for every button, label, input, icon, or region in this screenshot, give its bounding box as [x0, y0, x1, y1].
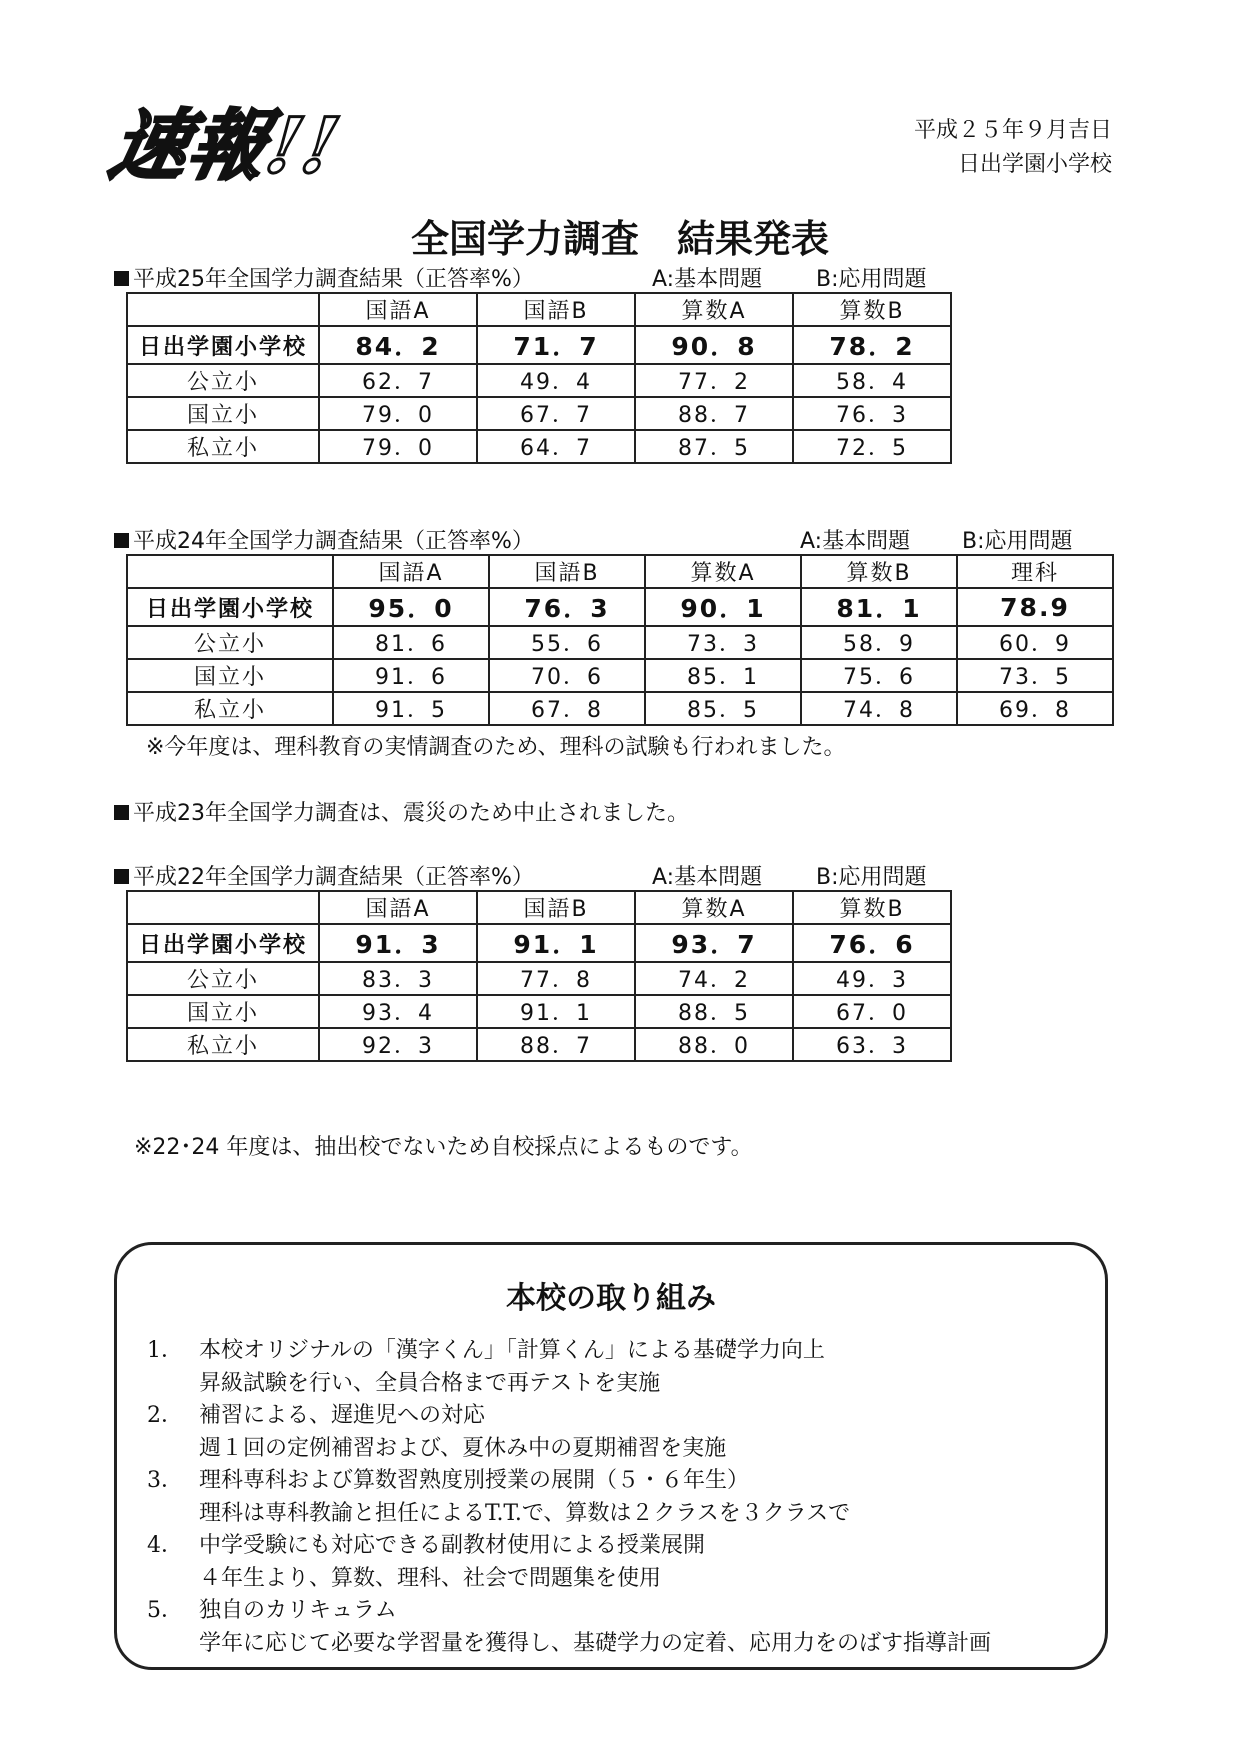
- cell-value: 77．2: [635, 364, 793, 397]
- table-header-row: [127, 555, 1113, 588]
- row-label: 公立小: [127, 626, 333, 659]
- square-bullet-icon: [114, 533, 129, 548]
- header-meta: [914, 114, 1112, 182]
- col-header: 国語B: [477, 293, 635, 326]
- table-row: [127, 995, 951, 1028]
- row-label: 日出学園小学校: [127, 924, 319, 962]
- table-row: [127, 659, 1113, 692]
- col-header: 国語B: [477, 891, 635, 924]
- table-row: [127, 692, 1113, 725]
- scoring-footnote: ※22･24 年度は、抽出校でないため自校採点によるものです。: [134, 1135, 753, 1160]
- cell-value: 49．4: [477, 364, 635, 397]
- col-header: 算数A: [645, 555, 801, 588]
- cell-value: 90．1: [645, 588, 801, 626]
- item-text: 中学受験にも対応できる副教材使用による授業展開: [199, 1533, 706, 1558]
- table-header-row: [127, 891, 951, 924]
- cell-value: 88．5: [635, 995, 793, 1028]
- section-h25-legend-b: B:応用問題: [816, 267, 927, 292]
- item-detail: 昇級試験を行い、全員合格まで再テストを実施: [199, 1370, 661, 1396]
- square-bullet-icon: [114, 271, 129, 286]
- page-title: 全国学力調査 結果発表: [410, 217, 829, 261]
- cell-value: 93．7: [635, 924, 793, 962]
- section-h22-heading: 平成22年全国学力調査結果（正答率%）: [114, 860, 534, 891]
- table-row: [127, 364, 951, 397]
- initiatives-title: 本校の取り組み: [506, 1281, 716, 1316]
- cell-value: 69．8: [957, 692, 1113, 725]
- cell-value: 74．8: [801, 692, 957, 725]
- cell-value: 49．3: [793, 962, 951, 995]
- cell-value: 73．5: [957, 659, 1113, 692]
- item-detail: 理科は専科教諭と担任によるT.T.で、算数は２クラスを３クラスで: [199, 1500, 851, 1526]
- col-header: 算数A: [635, 293, 793, 326]
- item-number: 2．: [147, 1403, 183, 1428]
- col-header: 算数B: [793, 891, 951, 924]
- col-header: 国語A: [319, 891, 477, 924]
- list-item: [147, 1595, 1095, 1660]
- initiatives-box: [114, 1242, 1108, 1670]
- table-row: [127, 924, 951, 962]
- cell-value: 70．6: [489, 659, 645, 692]
- col-header: 国語A: [319, 293, 477, 326]
- cell-value: 79．0: [319, 397, 477, 430]
- table-row: [127, 626, 1113, 659]
- square-bullet-icon: [114, 869, 129, 884]
- initiatives-list: [147, 1335, 1095, 1660]
- cell-value: 91．1: [477, 924, 635, 962]
- cell-value: 72．5: [793, 430, 951, 463]
- cell-value: 88．7: [635, 397, 793, 430]
- square-bullet-icon: [114, 805, 129, 820]
- section-h24-legend-b: B:応用問題: [962, 529, 1073, 554]
- cell-value: 67．7: [477, 397, 635, 430]
- cell-value: 84．2: [319, 326, 477, 364]
- row-label: 私立小: [127, 430, 319, 463]
- cell-value: 90．8: [635, 326, 793, 364]
- cell-value: 73．3: [645, 626, 801, 659]
- cell-value: 60．9: [957, 626, 1113, 659]
- row-label: 国立小: [127, 397, 319, 430]
- cell-value: 81．1: [801, 588, 957, 626]
- item-number: 4．: [147, 1533, 183, 1558]
- cell-value: 88．0: [635, 1028, 793, 1061]
- cell-value: 91．5: [333, 692, 489, 725]
- cell-value: 55．6: [489, 626, 645, 659]
- cell-value: 76．3: [793, 397, 951, 430]
- item-detail: 学年に応じて必要な学習量を獲得し、基礎学力の定着、応用力をのばす指導計画: [199, 1630, 992, 1656]
- cell-value: 91．3: [319, 924, 477, 962]
- cell-value: 58．9: [801, 626, 957, 659]
- col-header: 理科: [957, 555, 1113, 588]
- row-label: 私立小: [127, 1028, 319, 1061]
- section-h25-heading: 平成25年全国学力調査結果（正答率%）: [114, 262, 534, 293]
- item-text: 補習による、遅進児への対応: [199, 1403, 486, 1428]
- cell-value: 62．7: [319, 364, 477, 397]
- cell-value: 71．7: [477, 326, 635, 364]
- row-label: 国立小: [127, 659, 333, 692]
- col-header: 算数B: [793, 293, 951, 326]
- cell-value: 95．0: [333, 588, 489, 626]
- cell-value: 77．8: [477, 962, 635, 995]
- section-h22-legend-b: B:応用問題: [816, 865, 927, 890]
- cell-value: 85．5: [645, 692, 801, 725]
- cell-value: 74．2: [635, 962, 793, 995]
- row-label: 日出学園小学校: [127, 326, 319, 364]
- table-row: [127, 326, 951, 364]
- col-header: 国語A: [333, 555, 489, 588]
- table-row: [127, 397, 951, 430]
- table-header-row: [127, 293, 951, 326]
- cell-value: 78.9: [957, 588, 1113, 626]
- item-detail: ４年生より、算数、理科、社会で問題集を使用: [199, 1565, 662, 1591]
- header-blank: [127, 555, 333, 588]
- col-header: 国語B: [489, 555, 645, 588]
- cell-value: 75．6: [801, 659, 957, 692]
- row-label: 日出学園小学校: [127, 588, 333, 626]
- item-number: 3．: [147, 1468, 183, 1493]
- cell-value: 58．4: [793, 364, 951, 397]
- cell-value: 63．3: [793, 1028, 951, 1061]
- row-label: 私立小: [127, 692, 333, 725]
- row-label: 公立小: [127, 962, 319, 995]
- item-text: 本校オリジナルの「漢字くん」「計算くん」による基礎学力向上: [199, 1338, 825, 1363]
- list-item: [147, 1335, 1095, 1400]
- section-h22-legend-a: A:基本問題: [652, 865, 763, 890]
- cell-value: 83．3: [319, 962, 477, 995]
- cell-value: 78．2: [793, 326, 951, 364]
- item-detail: 週１回の定例補習および、夏休み中の夏期補習を実施: [199, 1435, 727, 1461]
- section-h25-legend-a: A:基本問題: [652, 267, 763, 292]
- header-blank: [127, 891, 319, 924]
- header-blank: [127, 293, 319, 326]
- list-item: [147, 1400, 1095, 1465]
- cell-value: 85．1: [645, 659, 801, 692]
- item-number: 5．: [147, 1598, 183, 1623]
- results-table-h24: [126, 554, 1114, 726]
- cell-value: 92．3: [319, 1028, 477, 1061]
- cell-value: 64．7: [477, 430, 635, 463]
- cell-value: 76．3: [489, 588, 645, 626]
- results-table-h22: [126, 890, 952, 1062]
- table-row: [127, 430, 951, 463]
- section-h24-legend-a: A:基本問題: [800, 529, 911, 554]
- cell-value: 81．6: [333, 626, 489, 659]
- cell-value: 67．0: [793, 995, 951, 1028]
- sokuho-logo: 速報!!: [102, 101, 349, 190]
- table-row: [127, 588, 1113, 626]
- cell-value: 76．6: [793, 924, 951, 962]
- school-name: 日出学園小学校: [957, 152, 1112, 177]
- cell-value: 93．4: [319, 995, 477, 1028]
- cell-value: 87．5: [635, 430, 793, 463]
- col-header: 算数A: [635, 891, 793, 924]
- cell-value: 88．7: [477, 1028, 635, 1061]
- col-header: 算数B: [801, 555, 957, 588]
- results-table-h25: [126, 292, 952, 464]
- item-text: 独自のカリキュラム: [199, 1598, 397, 1623]
- table-row: [127, 962, 951, 995]
- table-row: [127, 1028, 951, 1061]
- issue-date: 平成２５年９月吉日: [913, 118, 1112, 143]
- list-item: [147, 1465, 1095, 1530]
- cell-value: 79．0: [319, 430, 477, 463]
- item-text: 理科専科および算数習熟度別授業の展開（５・６年生）: [199, 1468, 750, 1493]
- list-item: [147, 1530, 1095, 1595]
- item-number: 1．: [147, 1338, 183, 1363]
- row-label: 公立小: [127, 364, 319, 397]
- section-h24-heading: 平成24年全国学力調査結果（正答率%）: [114, 524, 534, 555]
- h24-note: ※今年度は、理科教育の実情調査のため、理科の試験も行われました。: [146, 735, 846, 760]
- section-h23-heading: 平成23年全国学力調査は、震災のため中止されました。: [114, 796, 689, 827]
- row-label: 国立小: [127, 995, 319, 1028]
- cell-value: 91．6: [333, 659, 489, 692]
- cell-value: 67．8: [489, 692, 645, 725]
- cell-value: 91．1: [477, 995, 635, 1028]
